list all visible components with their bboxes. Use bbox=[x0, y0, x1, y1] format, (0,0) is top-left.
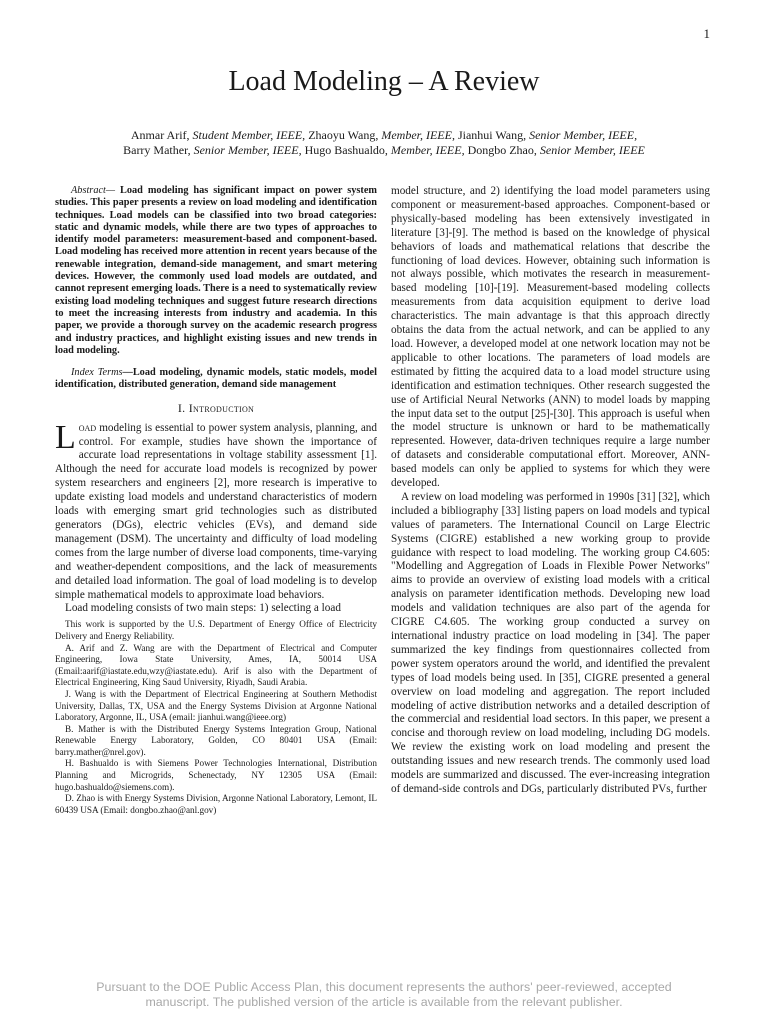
section-number: I. bbox=[177, 400, 186, 415]
index-terms bbox=[55, 367, 377, 392]
author-name: Anmar Arif, bbox=[130, 128, 193, 142]
footnotes bbox=[55, 619, 377, 816]
author-line-2 bbox=[40, 143, 728, 158]
index-terms-label: Index Terms bbox=[71, 367, 123, 379]
access-notice-footer bbox=[70, 980, 698, 1010]
author-role: Student Member, IEEE, bbox=[192, 128, 306, 142]
intro-paragraph-2: Load modeling consists of two main steps: 1) selecting a load bbox=[65, 602, 341, 615]
footer-line-2: manuscript. The published version of the article is available from the relevant publisher. bbox=[145, 995, 623, 1009]
drop-cap: L bbox=[55, 418, 76, 456]
author-name: Jianhui Wang, bbox=[454, 128, 530, 142]
left-column bbox=[55, 185, 377, 816]
author-name: Dongbo Zhao, bbox=[464, 143, 540, 157]
footer-line-1: Pursuant to the DOE Public Access Plan, this document represents the authors' peer-reviewed, accepted bbox=[96, 980, 672, 994]
right-column bbox=[391, 185, 710, 797]
section-title: Introduction bbox=[188, 400, 255, 415]
intro-text-1: modeling is essential to power system analysis, planning, and control. For example, studies have shown the importance of accurate load representations in voltage stability assessment [1]. Although the need for accurate load models is recognized by power system researchers and engineers [2], more research is imperative to update existing load models and understand characteristics of modern loads with emerging smart grid technologies such as distributed generators (DGs), electric vehicles (EVs), and demand side management (DSM). The uncertainty and difficulty of load modeling comes from the large number of diverse load components, time-varying and weather-dependent compositions, and the lack of measurements and detailed load information. The goal of load modeling is to develop simple mathematical models to approximate load behaviors. bbox=[55, 421, 377, 601]
footnote: This work is supported by the U.S. Department of Energy Office of Electricity Delivery and Energy Reliability. bbox=[55, 619, 377, 641]
footnote: J. Wang is with the Department of Electrical Engineering at Southern Methodist University, Dallas, TX, USA and the Energy Systems Division at Argonne National Laboratory, Argonne, IL, USA (email: jianhui.wang@ieee.org) bbox=[55, 688, 377, 723]
footnote: B. Mather is with the Distributed Energy Systems Integration Group, National Renewable Energy Laboratory, Golden, CO 80401 USA (Email: barry.mather@nrel.gov). bbox=[55, 723, 377, 757]
first-word: oad bbox=[78, 421, 97, 434]
page-number: 1 bbox=[703, 26, 710, 41]
footnote: D. Zhao is with Energy Systems Division, Argonne National Laboratory, Lemont, IL 60439 USA (Email: dongbo.zhao@anl.gov) bbox=[55, 793, 377, 815]
author-name: Hugo Bashualdo, bbox=[301, 143, 391, 157]
author-name: Barry Mather, bbox=[123, 143, 194, 157]
author-role: Senior Member, IEEE, bbox=[193, 143, 302, 157]
abstract-label: Abstract— bbox=[71, 185, 116, 196]
author-role: Member, IEEE, bbox=[390, 143, 465, 157]
author-role: Member, IEEE, bbox=[381, 128, 455, 142]
author-line-1 bbox=[40, 128, 728, 143]
index-terms-text: —Load modeling, dynamic models, static models, model identification, distributed generation, demand side management bbox=[55, 367, 377, 391]
author-role: Senior Member, IEEE bbox=[539, 143, 645, 157]
section-heading bbox=[55, 402, 377, 416]
abstract bbox=[55, 185, 377, 357]
paper-title: Load Modeling – A Review bbox=[228, 66, 540, 97]
body-paragraph: model structure, and 2) identifying the load model parameters using component or measurement-based approaches. Component-based or physically-based modeling has been extensively investigated in literature [3]-[9]. The method is based on the knowledge of physical behaviors of loads and mathematical relations that describe the functioning of load devices. However, obtaining such information is not always possible, which motivates the research in measurement-based modeling [10]-[19]. Measurement-based modeling collects measurements from data acquisition equipment to derive load characteristics. The main advantage is that this approach directly obtains the data from the actual network, and can be applied to any load. However, a developed model at one network location may not be applicable to other locations. The parameters of load models are estimated by fitting the acquired data to a load model structure using identification and estimation techniques. Other research suggested the use of Artificial Neural Networks (ANN) to model loads by mapping the input data set to the output [25]-[30]. This approach is useful when the model structure is unknown or hard to be mathematically represented. However, data-driven techniques require a large number of datasets and considerable computational effort. Moreover, ANN-based models can only be applied to systems for which they were developed. bbox=[391, 185, 710, 490]
footnote: H. Bashualdo is with Siemens Power Technologies International, Distribution Planning and Microgrids, Schenectady, NY 12305 USA (Email: hugo.bashualdo@siemens.com). bbox=[55, 758, 377, 792]
intro-paragraph-1 bbox=[55, 418, 377, 603]
author-role: Senior Member, IEEE, bbox=[529, 128, 638, 142]
abstract-text: Load modeling has significant impact on power system studies. This paper presents a review on load modeling and identification techniques. Load models can be classified into two broad categories: static and dynamic models, while there are two types of approaches to identify model parameters: measurement-based and component-based. Load modeling has received more attention in recent years because of the renewable integration, demand-side management, and smart metering devices. However, the commonly used load models are outdated, and cannot represent emerging loads. There is a need to systematically review existing load modeling techniques and suggest future research directions to meet the increasing interests from industry and academia. In this paper, we provide a thorough survey on the academic research progress and industry practices, and highlight existing issues and new trends in load modeling. bbox=[55, 185, 377, 356]
author-name: Zhaoyu Wang, bbox=[305, 128, 382, 142]
author-list bbox=[40, 128, 728, 158]
footnote: A. Arif and Z. Wang are with the Department of Electrical and Computer Engineering, Iowa State University, Ames, IA, 50014 USA (Email:aarif@iastate.edu,wzy@iastate.edu). Arif is also with the Department of Electrical Engineering, King Saud University, Riyadh, Saudi Arabia. bbox=[55, 642, 377, 688]
body-paragraph: A review on load modeling was performed in 1990s [31] [32], which included a bibliography [33] listing papers on load models and typical values of parameters. The International Council on Large Electric Systems (CIGRE) established a new working group to provide guidance with respect to load modeling. The working group C4.605: "Modelling and Aggregation of Loads in Flexible Power Networks" aims to provide an overview of existing load models with a critical analysis on parameter identification methods. Developing new load models and validation techniques are also part of the agenda for CIGRE C4.605. The working group conducted a survey on international industry practice on load modeling in [34]. The paper summarized the key findings from questionnaires collected from power system operators around the world, and identified the prevalent types of load models being used. In [35], CIGRE presented a general overview on load modeling and aggregation. The report included modeling of active distribution networks and a detailed description of the commercial and residential load sectors. In this paper, we present a concise and thorough review on load modeling, including DG models. We review the existing work on load modeling and present the outstanding issues and new research trends. The commonly used load models are summarized and discussed. The ever-increasing integration of demand-side controls and DGs, particularly distributed PVs, further bbox=[391, 490, 710, 795]
